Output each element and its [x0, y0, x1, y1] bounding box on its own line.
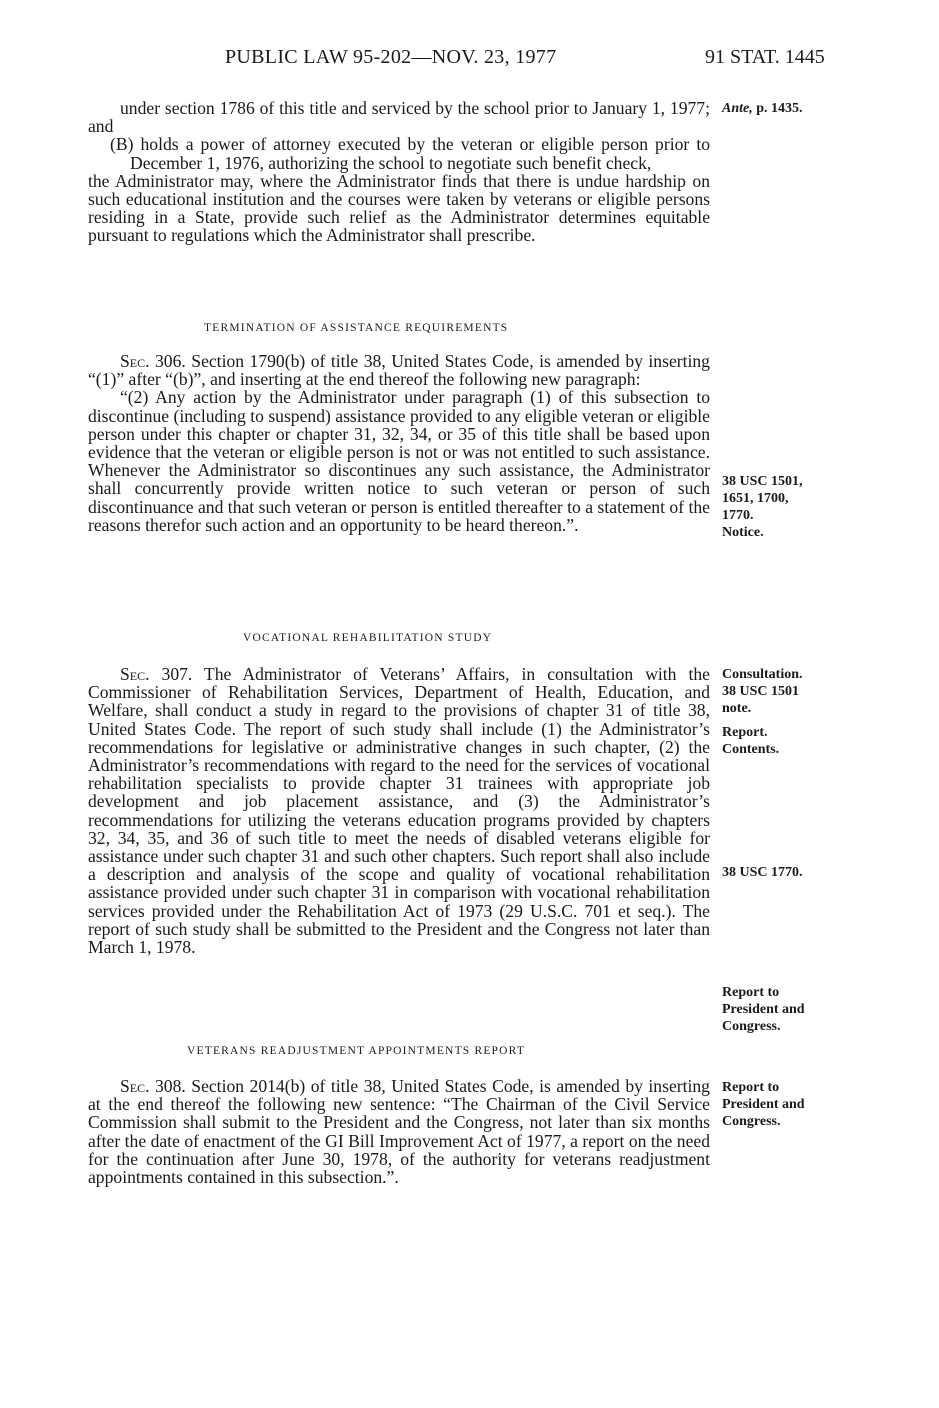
- sec308-para1: Sec. 308. Section 2014(b) of title 38, United States Code, is amended by inserting at the end thereof the following new sentence: “The Chairman of the Civil Service Commission shall submit to the President and the Congress, not later than six months after the date of enactment of the GI Bill Improvement Act of 1977, a report on the need for the continuation after June 30, 1978, of the authority for veterans readjustment appointments contained in this subsection.”.: [88, 1076, 710, 1188]
- sec307-block: [88, 665, 710, 956]
- sec307-para1: Sec. 307. The Administrator of Veterans’ Affairs, in consultation with the Commissioner of Rehabilitation Services, Department of Health, Education, and Welfare, shall conduct a study in regard to the provisions of chapter 31 of title 38, United States Code. The report of such study shall include (1) the Administrator’s recommendations for legislative or administrative changes in such chapter, (2) the Administrator’s recommendations with regard to the need for the services of vocational rehabilitation specialists to provide chapter 31 trainees with appropriate job development and job placement assistance, and (3) the Administrator’s recommendations for utilizing the veterans education programs provided by chapters 32, 34, 35, and 36 of such title to meet the needs of disabled veterans eligible for assistance under such chapter 31 and such other chapters. Such report shall also include a description and analysis of the scope and quality of vocational rehabilitation assistance provided under such chapter 31 in comparison with vocational rehabilitation services provided under the Rehabilitation Act of 1973 (29 U.S.C. 701 et seq.). The report of such study shall be submitted to the President and the Congress not later than March 1, 1978.: [88, 664, 710, 958]
- intro-block: [88, 99, 710, 245]
- sec307-heading: VOCATIONAL REHABILITATION STUDY: [243, 632, 493, 644]
- intro-line: under section 1786 of this title and serviced by the school prior to January 1, 1977; and: [88, 98, 710, 137]
- margin-note-usc-1770: 38 USC 1770.: [722, 865, 803, 880]
- sec307-label: Sec. 307.: [120, 664, 193, 684]
- intro-closing: the Administrator may, where the Administrator finds that there is undue hardship on such educational institution and the courses were taken by veterans or eligible persons residing in a State, provide such relief as the Administrator determines equitable pursuant to regulations which the Administrator shall prescribe.: [88, 170, 710, 246]
- margin-note-usc-1501: 38 USC 1501, 1651, 1700, 1770. Notice.: [722, 474, 803, 540]
- margin-note-report: Report. Contents.: [722, 725, 780, 757]
- margin-note-report-president-1: Report to President and Congress.: [722, 985, 805, 1034]
- sec308-heading: VETERANS READJUSTMENT APPOINTMENTS REPORT: [187, 1045, 526, 1057]
- margin-note-notice: Notice.: [722, 525, 764, 540]
- sec308-label: Sec. 308.: [120, 1076, 186, 1096]
- margin-note-consultation: Consultation. 38 USC 1501 note.: [722, 667, 803, 716]
- sec306-label: Sec. 306.: [120, 351, 186, 371]
- margin-note-ante: Ante, p. 1435.: [722, 101, 803, 116]
- sec306-para1: Sec. 306. Section 1790(b) of title 38, United States Code, is amended by inserting “(1)” after “(b)”, and inserting at the end thereof the following new paragraph:: [88, 351, 710, 390]
- sec308-block: [88, 1077, 710, 1186]
- page-header-stat: 91 STAT. 1445: [705, 46, 825, 68]
- intro-subparagraph-b: (B) holds a power of attorney executed by the veteran or eligible person prior to December 1, 1976, authorizing the school to negotiate such benefit check,: [110, 134, 710, 173]
- sec306-para2: “(2) Any action by the Administrator under paragraph (1) of this subsection to discontinue (including to suspend) assistance provided to any eligible veteran or eligible person under this chapter or chapter 31, 32, 34, or 35 of this title shall be based upon evidence that the veteran or eligible person is not or was not entitled to such assistance. Whenever the Administrator so discontinues any such assistance, the Administrator shall concurrently provide written notice to such veteran or person of such discontinuance and that such veteran or person is entitled thereafter to a statement of the reasons therefor such action and an opportunity to be heard thereon.”.: [88, 387, 710, 535]
- sec306-block: [88, 352, 710, 534]
- sec306-heading: TERMINATION OF ASSISTANCE REQUIREMENTS: [204, 322, 509, 334]
- page-header-title: PUBLIC LAW 95-202—NOV. 23, 1977: [225, 46, 557, 68]
- margin-note-report-president-2: Report to President and Congress.: [722, 1080, 805, 1129]
